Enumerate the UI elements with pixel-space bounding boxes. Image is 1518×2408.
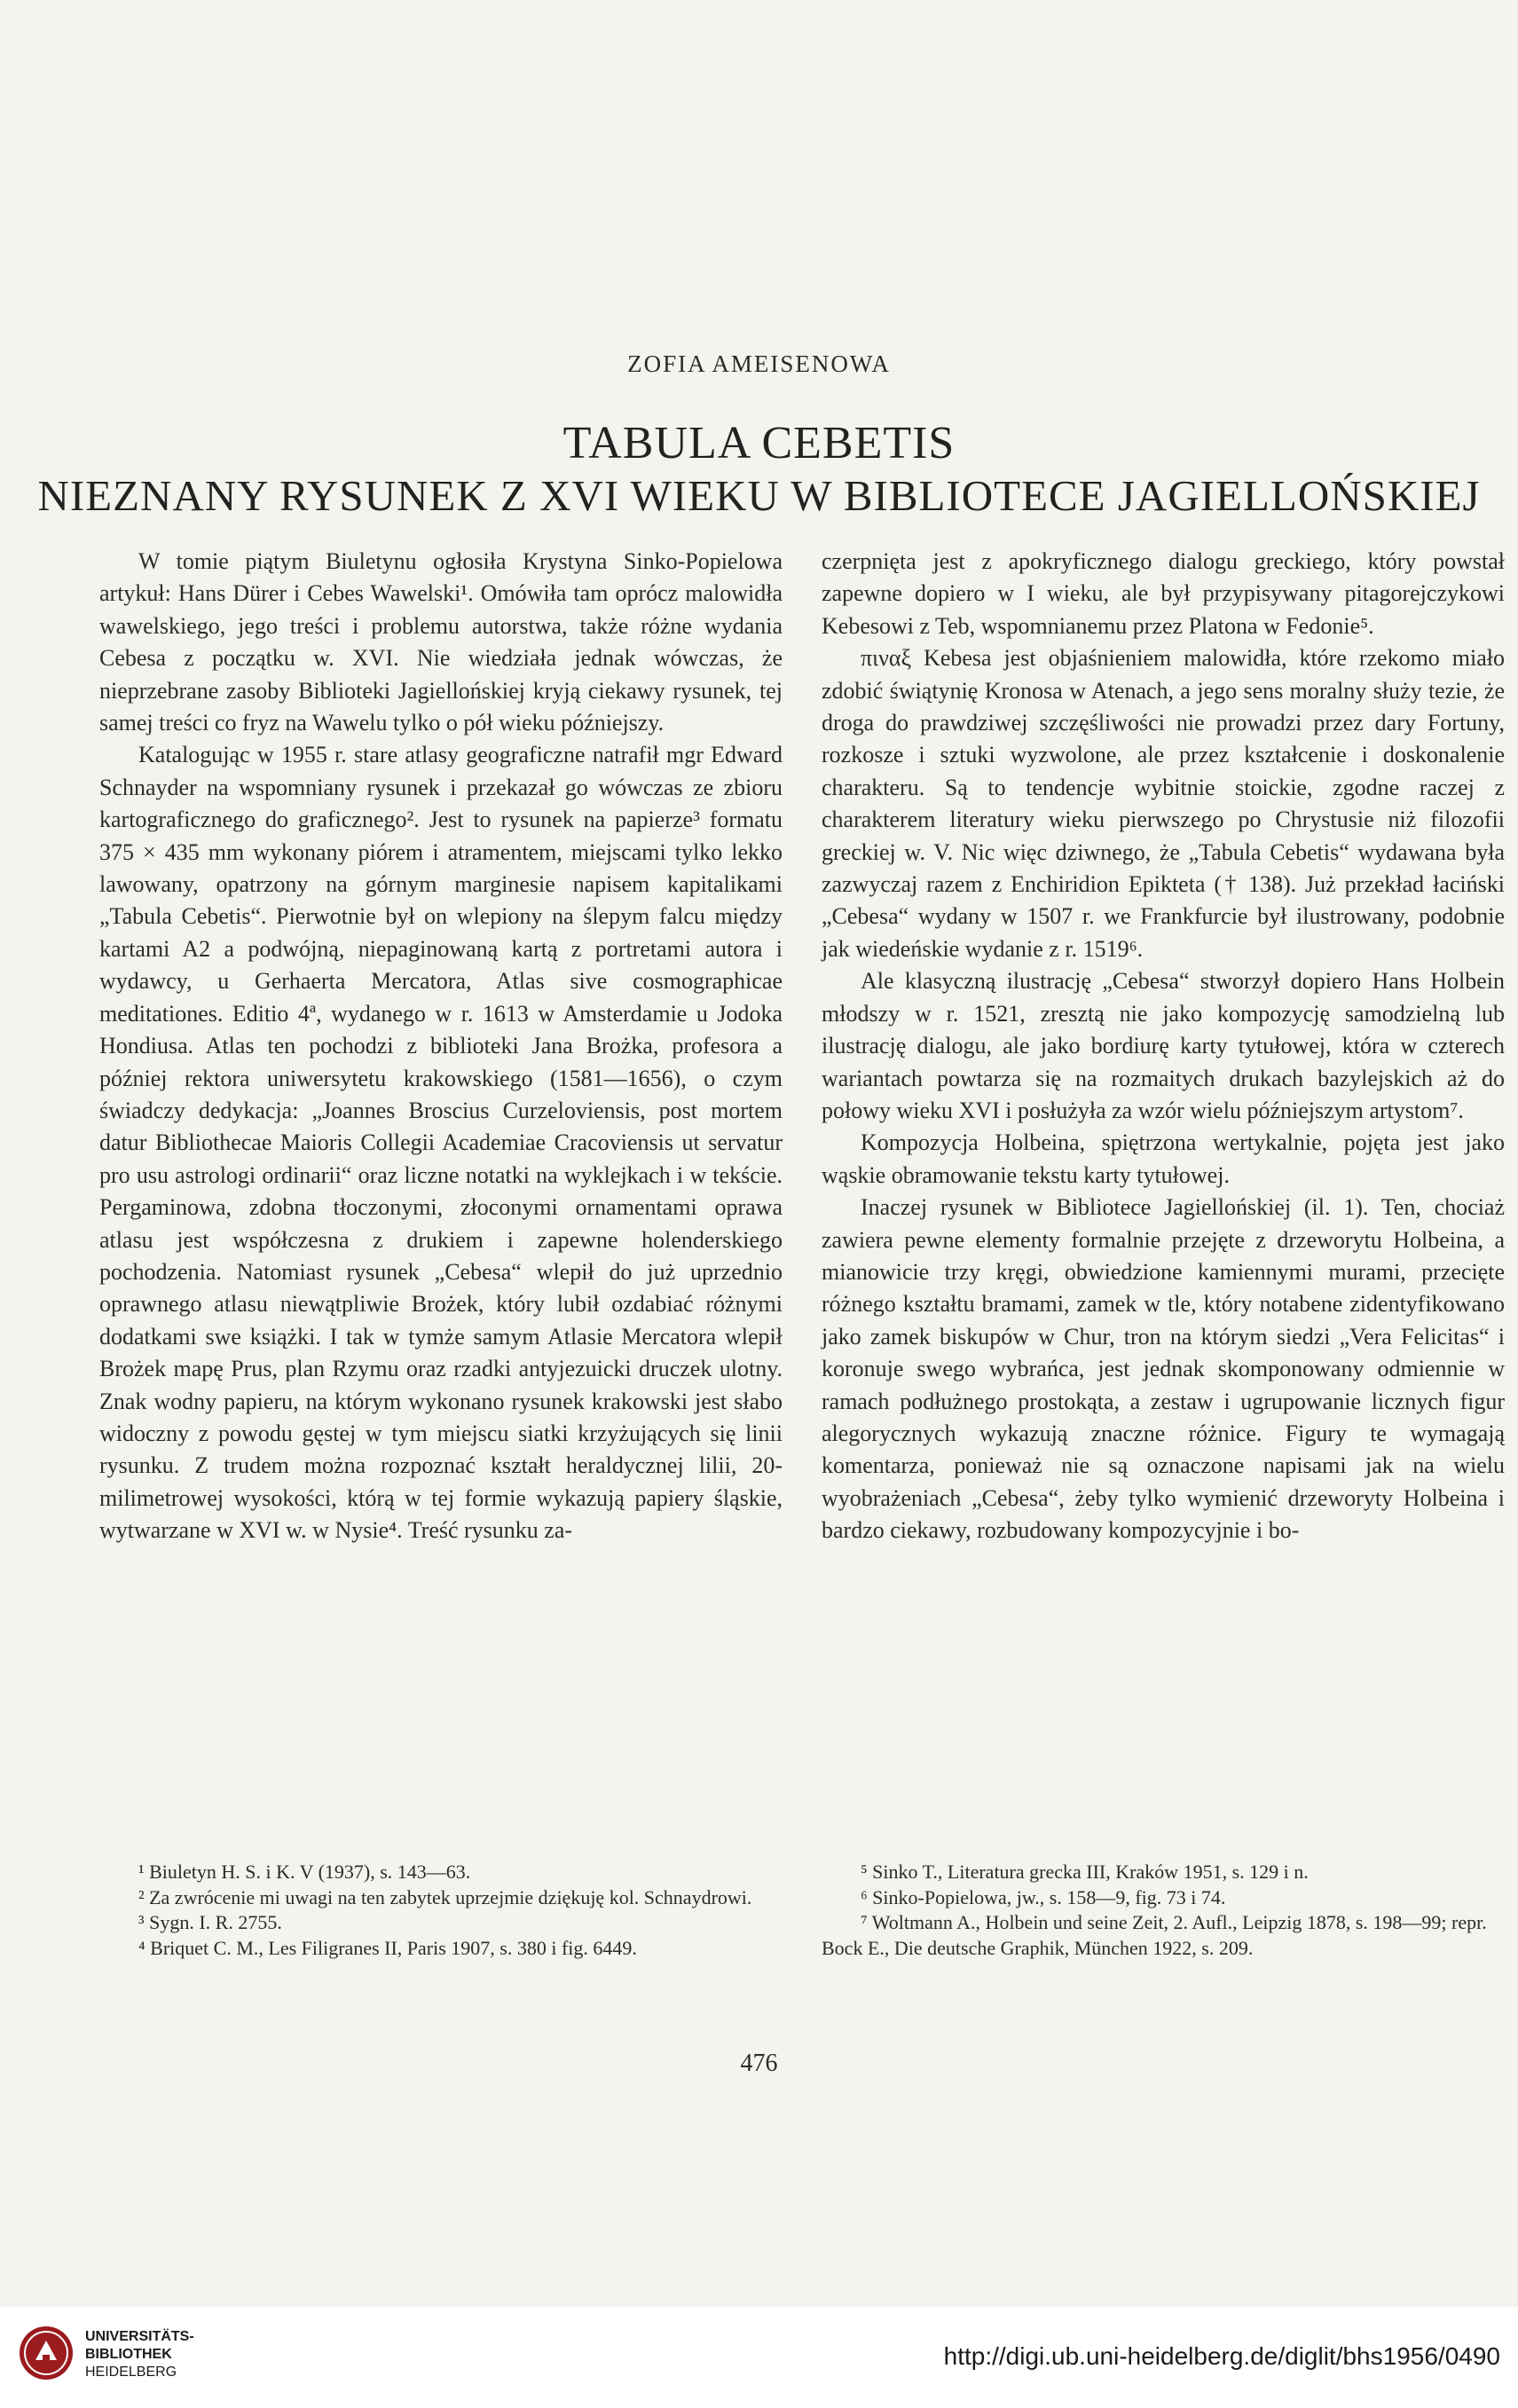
source-url-link[interactable]: http://digi.ub.uni-heidelberg.de/diglit/bhs1956/0490 xyxy=(943,2342,1500,2370)
paragraph: Inaczej rysunek w Bibliotece Jagiellońskiej (il. 1). Ten, chociaż zawiera pewne elementy formalnie przejęte z drzeworytu Holbeina, a mianowicie trzy kręgi, obwiedzione kamiennymi murami, przecięte różnego kształtu bramami, zamek w tle, który notabene zidentyfikowano jako zamek biskupów w Chur, tron na którym siedzi „Vera Felicitas“ i koronuje swego wybrańca, jest jednak skomponowany odmiennie w ramach podłużnego prostokąta, a zestaw i ugrupowanie licznych figur alegorycznych wykazują znaczne różnice. Figury te wymagają komentarza, ponieważ nie są oznaczone napisami jak na wielu wyobrażeniach „Cebesa“, żeby tylko wymienić drzeworyty Holbeina i bardzo ciekawy, rozbudowany kompozycyjnie i bo- xyxy=(822,1194,1505,1544)
paragraph: Kompozycja Holbeina, spiętrzona wertykalnie, pojęta jest jako wąskie obramowanie tekstu karty tytułowej. xyxy=(822,1129,1505,1188)
author-name: ZOFIA AMEISENOWA xyxy=(627,350,891,377)
library-name-line: HEIDELBERG xyxy=(85,2365,177,2380)
footnotes-left xyxy=(99,1860,783,1961)
paragraph: W tomie piątym Biuletynu ogłosiła Krystyna Sinko-Popielowa artykuł: Hans Dürer i Cebes Wawelski¹. Omówiła tam oprócz malowidła wawelskiego, jego treści i problemu autorstwa, także różne wydania Cebesa z początku w. XVI. Nie wiedziała jednak wówczas, że nieprzebrane zasoby Biblioteki Jagiellońskiej kryją ciekawy rysunek, tej samej treści co fryz na Wawelu tylko o pół wieku późniejszy. xyxy=(99,548,783,736)
article-subtitle: NIEZNANY RYSUNEK Z XVI WIEKU W BIBLIOTECE JAGIELLOŃSKIEJ xyxy=(37,471,1481,520)
footnote: ² Za zwrócenie mi uwagi na ten zabytek uprzejmie dziękuję kol. Schnaydrowi. xyxy=(138,1885,752,1908)
footnote: ³ Sygn. I. R. 2755. xyxy=(138,1911,282,1933)
library-name-line: UNIVERSITÄTS- xyxy=(85,2329,194,2344)
paragraph: Katalogując w 1955 r. stare atlasy geograficzne natrafił mgr Edward Schnayder na wspomniany rysunek i przekazał go wówczas ze zbioru kartograficznego do graficznego². Jest to rysunek na papierze³ formatu 375 × 435 mm wykonany piórem i atramentem, miejscami tylko lekko lawowany, opatrzony na górnym marginesie napisem kapitalikami „Tabula Cebetis“. Pierwotnie był on wlepiony na ślepym falcu między kartami A2 a podwójną, niepaginowaną kartą z portretami autora i wydawcy, u Gerhaerta Mercatora, Atlas sive cosmographicae meditationes. Editio 4ª, wydanego w r. 1613 w Amsterdamie u Jodoka Hondiusa. Atlas ten pochodzi z biblioteki Jana Brożka, profesora a później rektora uniwersytetu krakowskiego (1581—1656), o czym świadczy dedykacja: „Joannes Broscius Curzeloviensis, post mortem datur Bibliothecae Maioris Collegii Academiae Cracoviensis ut servatur pro usu astrologi ordinarii“ oraz liczne notatki na wyklejkach i w tekście. Pergaminowa, zdobna tłoczonymi, złoconymi ornamentami oprawa atlasu jest współczesna z drukiem i zapewne holenderskiego pochodzenia. Natomiast rysunek „Cebesa“ wlepił do już uprzednio oprawnego atlasu niewątpliwie Brożek, który lubił ozdabiać różnymi dodatkami swe książki. I tak w tymże samym Atlasie Mercatora wlepił Brożek mapę Prus, plan Rzymu oraz rzadki antyjezuicki druczek ulotny. Znak wodny papieru, na którym wykonano rysunek krakowski jest słabo widoczny z powodu gęstej w tym miejscu siatki krzyżujących się linii rysunku. Z trudem można rozpoznać kształt heraldycznej lilii, 20-milimetrowej wysokości, którą w tej formie wykazują papiery śląskie, wytwarzane w XVI w. w Nysie⁴. Treść rysunku za- xyxy=(99,742,783,1544)
right-text-column xyxy=(822,546,1505,1547)
paragraph: czerpnięta jest z apokryficznego dialogu greckiego, który powstał zapewne dopiero w I wieku, ale był przypisywany pitagorejczykowi Kebesowi z Teb, wspomnianemu przez Platona w Fedonie⁵. xyxy=(822,548,1505,639)
left-text-column xyxy=(99,546,783,1547)
paragraph: πιναξ Kebesa jest objaśnieniem malowidła, które rzekomo miało zdobić świątynię Kronosa w Atenach, a jego sens moralny służy tezie, że droga do prawdziwej szczęśliwości nie prowadzi przez dary Fortuny, rozkosze i sztuki wyzwolone, ale przez kształcenie i doskonalenie charakteru. Są to tendencje wybitnie stoickie, zgodne raczej z charakterem literatury wieku pierwszego po Chrystusie niż filozofii greckiej w. V. Nic więc dziwnego, że „Tabula Cebetis“ wydawana była zazwyczaj razem z Enchiridion Epikteta († 138). Już przekład łaciński „Cebesa“ wydany w 1507 r. we Frankfurcie był ilustrowany, podobnie jak wiedeńskie wydanie z r. 1519⁶. xyxy=(822,645,1505,962)
university-seal-icon xyxy=(18,2325,75,2381)
footnote: ⁶ Sinko-Popielowa, jw., s. 158—9, fig. 73 i 74. xyxy=(861,1885,1226,1908)
footnotes-right xyxy=(822,1860,1505,1961)
library-name-line: BIBLIOTHEK xyxy=(85,2347,172,2362)
footnote: ⁷ Woltmann A., Holbein und seine Zeit, 2. Aufl., Leipzig 1878, s. 198—99; repr. Bock E., Die deutsche Graphik, München 1922, s. 209. xyxy=(822,1911,1487,1959)
article-title: TABULA CEBETIS xyxy=(562,418,956,468)
footnote: ⁵ Sinko T., Literatura grecka III, Kraków 1951, s. 129 i n. xyxy=(861,1861,1309,1883)
footnote: ⁴ Briquet C. M., Les Filigranes II, Paris 1907, s. 380 i fig. 6449. xyxy=(138,1936,637,1959)
paragraph: Ale klasyczną ilustrację „Cebesa“ stworzył dopiero Hans Holbein młodszy w r. 1521, zresztą nie jako kompozycję samodzielną lub ilustrację dialogu, ale jako bordiurę karty tytułowej, która w czterech wariantach powtarza się na rozmaitych drukach bazylejskich aż do połowy wieku XVI i posłużyła za wzór wielu późniejszym artystom⁷. xyxy=(822,968,1505,1123)
library-name xyxy=(85,2328,194,2381)
page-number: 476 xyxy=(740,2050,778,2077)
footnote: ¹ Biuletyn H. S. i K. V (1937), s. 143—63. xyxy=(138,1861,471,1883)
digitization-footer xyxy=(0,2307,1518,2408)
